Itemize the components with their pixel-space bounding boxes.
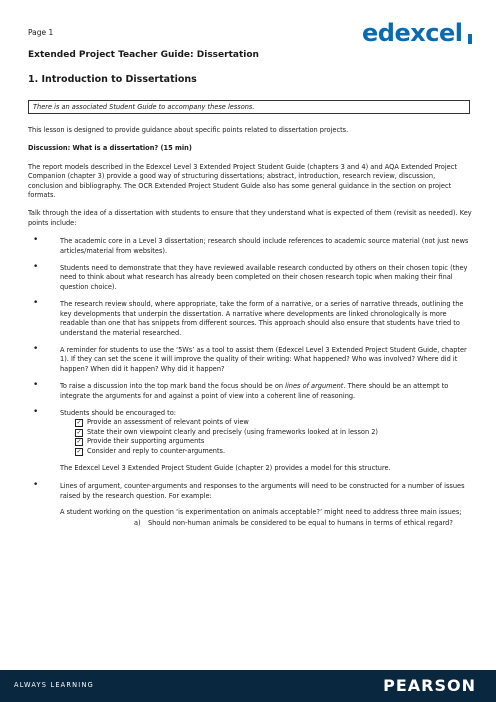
- checklist-item-label: Provide an assessment of relevant points of view: [87, 418, 249, 427]
- checklist: [60, 418, 472, 456]
- logo-text: edexcel: [362, 19, 463, 47]
- list-item-lead: • Students should be encouraged to:: [60, 408, 176, 417]
- pearson-logo: PEARSON: [383, 676, 476, 695]
- list-item: [28, 409, 472, 456]
- emphasis-lines-of-argument: lines of argument: [285, 382, 344, 391]
- paragraph-talk-through: Talk through the idea of a dissertation with students to ensure that they understand what is expected of them (revisit as needed). Key points include:: [28, 209, 472, 227]
- arguments-list: [28, 482, 472, 501]
- checklist-item: [75, 418, 472, 427]
- alpha-item-text: Should non-human animals be considered to be equal to humans in terms of ethical regard?: [148, 518, 453, 527]
- list-item: [28, 482, 472, 501]
- discussion-heading: Discussion: What is a dissertation? (15 min): [28, 144, 192, 153]
- paragraph-report-models: The report models described in the Edexcel Level 3 Extended Project Student Guide (chapters 3 and 4) and AQA Extended Project Companion (chapter 3) provide a good way of structuring dissertations; abstract, introduction, research review, discussion, conclusion and bibliography. The OCR Extended Project Student Guide also has some general guidance in the section on project formats.: [28, 162, 457, 200]
- checklist-item: [75, 447, 472, 456]
- alpha-marker: a): [134, 518, 141, 527]
- list-item: • Students need to demonstrate that they have reviewed available research conducted by others on their chosen topic (they need to think about what research has already been completed on their chosen research topic when making their final question choice).: [28, 264, 472, 292]
- list-item: [28, 382, 472, 401]
- list-item: • A reminder for students to use the ‘5Ws’ as a tool to assist them (Edexcel Level 3 Extended Project Student Guide, chapter 1). If they can set the scene it will improve the quality of their writing: What happened? Who was involved? Where did it happen? When did it happen? Why did it happen?: [28, 346, 472, 374]
- list-item: • The academic core in a Level 3 dissertation; research should include references to academic source material (not just news articles/material from websites).: [28, 237, 472, 256]
- list-item-text: • Lines of argument, counter-arguments and responses to the arguments will need to be constructed for a number of issues raised by the research question. For example:: [60, 482, 465, 500]
- checklist-item: [75, 428, 472, 437]
- list-item-text: To raise a discussion into the top mark band the focus should be on: [60, 382, 286, 391]
- key-points-list: [28, 237, 472, 456]
- checkbox-checked-icon: ✓: [76, 447, 82, 455]
- logo-bar-icon: [468, 34, 472, 44]
- checklist-item-label: Provide their supporting arguments: [87, 437, 205, 446]
- student-guide-note: There is an associated Student Guide to accompany these lessons.: [28, 100, 470, 114]
- checklist-item: [75, 437, 472, 446]
- document-title: Extended Project Teacher Guide: Dissertation: [28, 50, 259, 60]
- footer-bar: [0, 670, 496, 702]
- checkbox-checked-icon: ✓: [76, 428, 82, 436]
- checklist-item-label: Consider and reply to counter-arguments.: [87, 446, 226, 455]
- checklist-item-label: State their own viewpoint clearly and precisely (using frameworks looked at in lesson 2): [87, 427, 378, 436]
- page-number: Page 1: [28, 28, 54, 37]
- list-item: • The research review should, where appropriate, take the form of a narrative, or a series of narrative threads, outlining the key developments that underpin the dissertation. A narrative where developments are linked chronologically is more readable than one that has snippets from different sources. This approach should also ensure that students have tried to understand the material researched.: [28, 300, 472, 338]
- list-item-text: . There should be an attempt to integrate the arguments for and against a point of view into a coherent line of reasoning.: [60, 382, 449, 400]
- checkbox-checked-icon: ✓: [76, 438, 82, 446]
- alpha-list-item: [28, 519, 472, 528]
- body-content: [28, 126, 472, 528]
- intro-paragraph: This lesson is designed to provide guidance about specific points related to dissertation projects.: [28, 126, 349, 134]
- example-paragraph: A student working on the question ‘is experimentation on animals acceptable?’ might need to address three main issues;: [60, 508, 462, 517]
- structure-note: The Edexcel Level 3 Extended Project Student Guide (chapter 2) provides a model for this structure.: [60, 463, 391, 472]
- checkbox-checked-icon: ✓: [76, 419, 82, 427]
- section-heading: 1. Introduction to Dissertations: [28, 74, 197, 85]
- edexcel-logo: [362, 18, 472, 48]
- footer-tagline: ALWAYS LEARNING: [14, 681, 94, 689]
